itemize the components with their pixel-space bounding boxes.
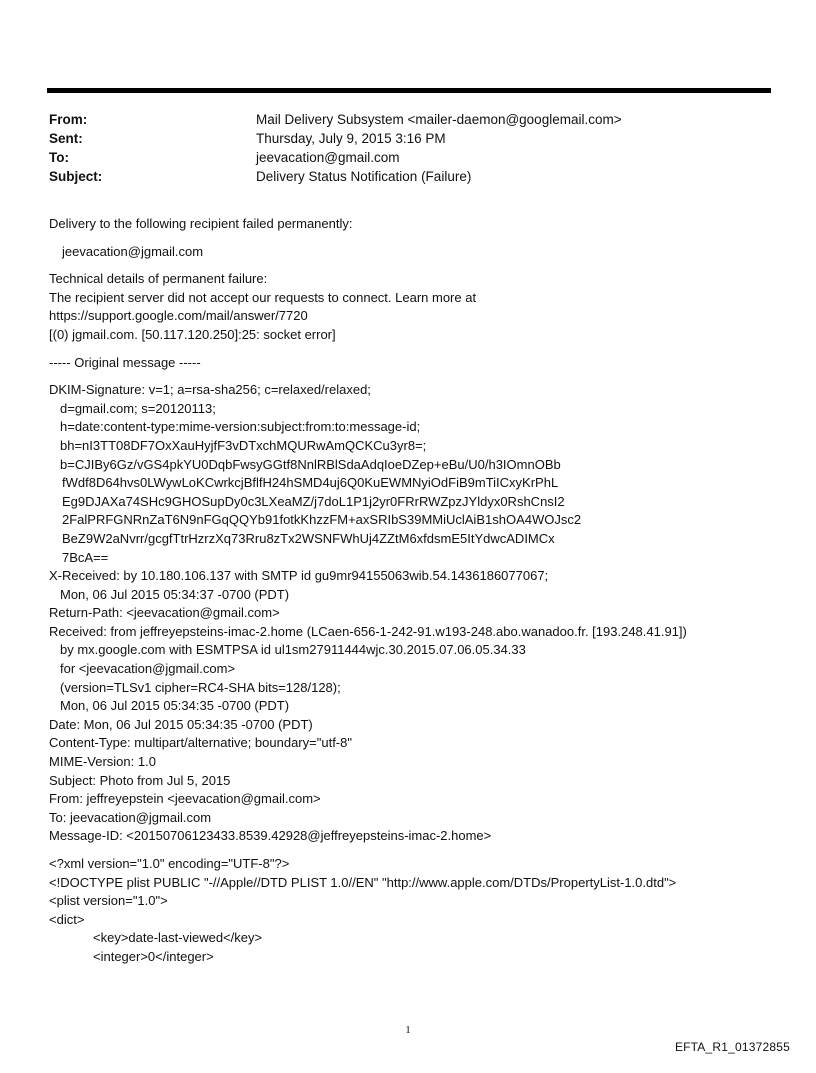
subject-header-line: Subject: Photo from Jul 5, 2015 [49,772,231,788]
dkim-line: 7BcA== [62,549,109,565]
dkim-line: 2FalPRFGNRnZaT6N9nFGqQQYb91fotkKhzzFM+axSRIbS39MMiUclAiB1shOA4WOJsc2 [62,512,582,528]
sent-value: Thursday, July 9, 2015 3:16 PM [256,131,446,146]
x-received-line: X-Received: by 10.180.106.137 with SMTP id gu9mr94155063wib.54.1436186077067; [49,568,549,584]
tech-line-3: [(0) jgmail.com. [50.117.120.250]:25: socket error] [49,326,336,342]
dkim-line: BeZ9W2aNvrr/gcgfTtrHzrzXq73Rru8zTx2WSNFWhUj4ZZtM6xfdsmE5ItYdwcADIMCx [62,530,555,546]
dkim-line: Eg9DJAXa74SHc9GHOSupDy0c3LXeaMZ/j7doL1P1j2yr0FRrRWZpzJYldyx0RshCnsI2 [62,493,565,509]
message-id-line: Message-ID: <20150706123433.8539.42928@jeffreyepsteins-imac-2.home> [49,828,492,844]
plist-integer-line: <integer>0</integer> [93,948,214,964]
mime-version-line: MIME-Version: 1.0 [49,754,156,770]
tech-line-1: The recipient server did not accept our requests to connect. Learn more at [49,289,477,305]
to-header-line: To: jeevacation@jgmail.com [49,809,212,825]
to-value: jeevacation@gmail.com [256,150,400,165]
from-value: Mail Delivery Subsystem <mailer-daemon@googlemail.com> [256,112,622,127]
tech-heading: Technical details of permanent failure: [49,271,268,287]
plist-key-line: <key>date-last-viewed</key> [93,930,263,946]
sent-row [49,129,769,148]
email-header [49,110,769,186]
received-line: for <jeevacation@jgmail.com> [60,661,236,677]
date-header-line: Date: Mon, 06 Jul 2015 05:34:35 -0700 (PDT) [49,716,313,732]
tech-line-2: https://support.google.com/mail/answer/7720 [49,308,308,324]
dkim-line: DKIM-Signature: v=1; a=rsa-sha256; c=relaxed/relaxed; [49,382,371,398]
page-number: 1 [405,1024,411,1036]
doctype-line: <!DOCTYPE plist PUBLIC "-//Apple//DTD PLIST 1.0//EN" "http://www.apple.com/DTDs/PropertyList-1.0.dtd"> [49,874,677,890]
header-divider [47,88,771,93]
to-row [49,148,769,167]
subject-row [49,167,769,186]
content-type-line: Content-Type: multipart/alternative; boundary="utf-8" [49,735,352,751]
received-line: (version=TLSv1 cipher=RC4-SHA bits=128/128); [60,679,341,695]
intro-text: Delivery to the following recipient failed permanently: [49,216,353,231]
dict-open-tag: <dict> [49,911,85,927]
subject-value: Delivery Status Notification (Failure) [256,169,472,184]
x-received-date: Mon, 06 Jul 2015 05:34:37 -0700 (PDT) [60,586,290,602]
dkim-line: h=date:content-type:mime-version:subject:from:to:message-id; [60,419,421,435]
dkim-line: b=CJIBy6Gz/vGS4pkYU0DqbFwsyGGtf8NnlRBlSdaAdqIoeDZep+eBu/U0/h3IOmnOBb [60,456,561,472]
subject-label: Subject: [49,169,103,184]
dkim-line: fWdf8D64hvs0LWywLoKCwrkcjBflfH24hSMD4uj6Q0KuEWMNyiOdFiB9mTiICxyKrPhL [62,475,559,491]
received-line: Received: from jeffreyepsteins-imac-2.home (LCaen-656-1-242-91.w193-248.abo.wanadoo.fr. [193.248.41.91]) [49,623,687,639]
failed-recipient: jeevacation@jgmail.com [62,243,204,259]
plist-open-tag: <plist version="1.0"> [49,893,168,909]
received-line: by mx.google.com with ESMTPSA id ul1sm27911444wjc.30.2015.07.06.05.34.33 [60,642,526,658]
received-line: Mon, 06 Jul 2015 05:34:35 -0700 (PDT) [60,698,290,714]
bates-number: EFTA_R1_01372855 [674,1040,790,1054]
to-label: To: [49,150,69,165]
from-header-line: From: jeffreyepstein <jeevacation@gmail.com> [49,791,321,807]
email-body [49,215,779,967]
from-label: From: [49,112,88,127]
return-path-line: Return-Path: <jeevacation@gmail.com> [49,605,280,621]
dkim-line: bh=nI3TT08DF7OxXauHyjfF3vDTxchMQURwAmQCKCu3yr8=; [60,437,427,453]
sent-label: Sent: [49,131,83,146]
dkim-line: d=gmail.com; s=20120113; [60,400,216,416]
original-message-marker: ----- Original message ----- [49,354,201,370]
xml-declaration: <?xml version="1.0" encoding="UTF-8"?> [49,856,290,871]
from-row [49,110,769,129]
